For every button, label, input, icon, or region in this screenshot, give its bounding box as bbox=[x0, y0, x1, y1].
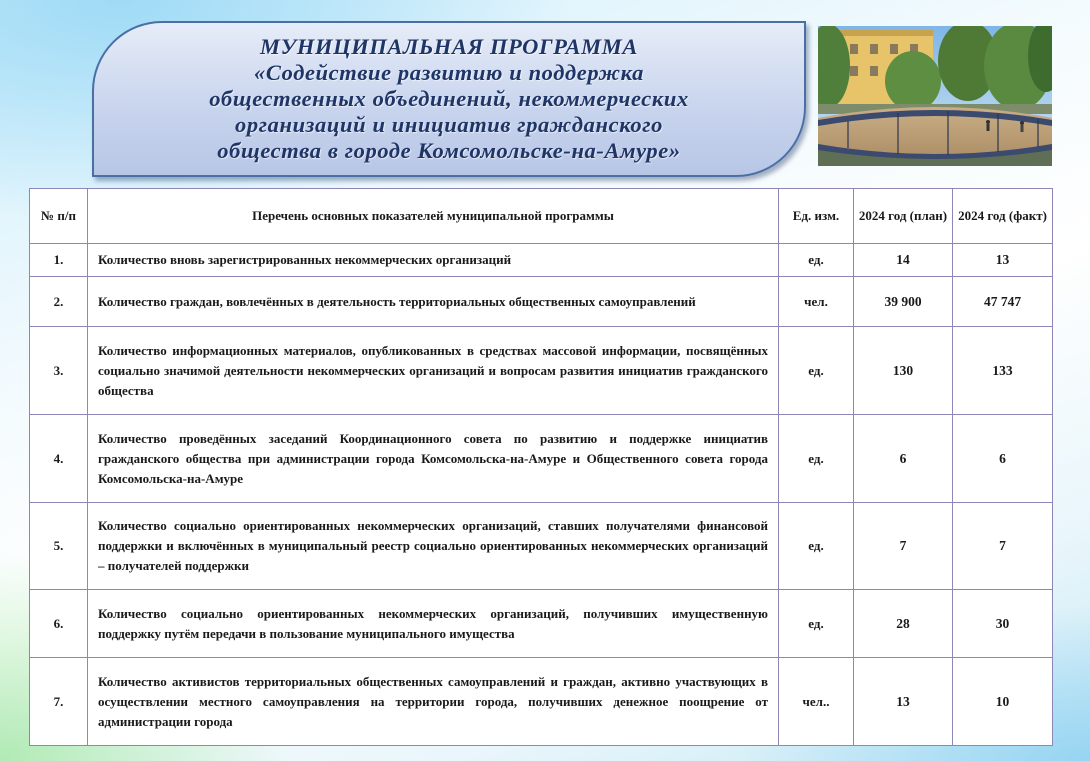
row-unit: ед. bbox=[779, 327, 854, 415]
table-header-row bbox=[30, 189, 1053, 244]
row-fact: 10 bbox=[953, 658, 1053, 746]
header-unit: Ед. изм. bbox=[779, 189, 854, 244]
header-plan: 2024 год (план) bbox=[854, 189, 953, 244]
header-num: № п/п bbox=[30, 189, 88, 244]
title-line: МУНИЦИПАЛЬНАЯ ПРОГРАММА bbox=[260, 34, 638, 59]
row-plan: 6 bbox=[854, 415, 953, 503]
row-number: 4. bbox=[30, 415, 88, 503]
title-line: общественных объединений, некоммерческих bbox=[209, 86, 689, 111]
row-plan: 28 bbox=[854, 590, 953, 658]
header-indicator: Перечень основных показателей муниципальной программы bbox=[88, 189, 779, 244]
table-row bbox=[30, 590, 1053, 658]
indicators-table bbox=[29, 188, 1053, 746]
program-title-banner bbox=[92, 21, 806, 177]
row-indicator: Количество социально ориентированных некоммерческих организаций, получивших имущественную поддержку путём передачи в пользование муниципального имущества bbox=[88, 590, 779, 658]
row-unit: ед. bbox=[779, 590, 854, 658]
row-indicator: Количество социально ориентированных некоммерческих организаций, ставших получателями финансовой поддержки и включённых в муниципальный реестр социально ориентированных некоммерческих организаций – получателей поддержки bbox=[88, 503, 779, 590]
row-plan: 130 bbox=[854, 327, 953, 415]
row-number: 7. bbox=[30, 658, 88, 746]
sports-ground-photo bbox=[818, 26, 1052, 166]
table-row bbox=[30, 277, 1053, 327]
row-plan: 39 900 bbox=[854, 277, 953, 327]
row-fact: 6 bbox=[953, 415, 1053, 503]
title-line: организаций и инициатив гражданского bbox=[235, 112, 663, 137]
table-row bbox=[30, 415, 1053, 503]
row-fact: 30 bbox=[953, 590, 1053, 658]
row-plan: 13 bbox=[854, 658, 953, 746]
row-number: 3. bbox=[30, 327, 88, 415]
photo-illustration bbox=[818, 26, 1052, 166]
row-number: 5. bbox=[30, 503, 88, 590]
row-fact: 7 bbox=[953, 503, 1053, 590]
row-indicator: Количество граждан, вовлечённых в деятельность территориальных общественных самоуправлений bbox=[88, 277, 779, 327]
table-row bbox=[30, 503, 1053, 590]
row-number: 2. bbox=[30, 277, 88, 327]
row-fact: 13 bbox=[953, 244, 1053, 277]
row-indicator: Количество информационных материалов, опубликованных в средствах массовой информации, посвящённых социально значимой деятельности некоммерческих организаций и вопросам развития инициатив гражданского общества bbox=[88, 327, 779, 415]
title-line: общества в городе Комсомольске-на-Амуре» bbox=[217, 138, 681, 163]
row-number: 6. bbox=[30, 590, 88, 658]
row-fact: 47 747 bbox=[953, 277, 1053, 327]
row-plan: 14 bbox=[854, 244, 953, 277]
table-row bbox=[30, 327, 1053, 415]
row-indicator: Количество проведённых заседаний Координационного совета по развитию и поддержке инициатив гражданского общества при администрации города Комсомольска-на-Амуре и Общественного совета города Комсомольска-на-Амуре bbox=[88, 415, 779, 503]
row-unit: ед. bbox=[779, 415, 854, 503]
row-plan: 7 bbox=[854, 503, 953, 590]
row-unit: чел.. bbox=[779, 658, 854, 746]
table-row bbox=[30, 244, 1053, 277]
title-line: «Содействие развитию и поддержка bbox=[254, 60, 644, 85]
header-fact: 2024 год (факт) bbox=[953, 189, 1053, 244]
indicators-table-container bbox=[29, 188, 1052, 745]
table-row bbox=[30, 658, 1053, 746]
row-number: 1. bbox=[30, 244, 88, 277]
row-unit: ед. bbox=[779, 244, 854, 277]
row-indicator: Количество вновь зарегистрированных некоммерческих организаций bbox=[88, 244, 779, 277]
row-fact: 133 bbox=[953, 327, 1053, 415]
row-indicator: Количество активистов территориальных общественных самоуправлений и граждан, активно участвующих в осуществлении местного самоуправления на территории города, получивших денежное поощрение от администрации города bbox=[88, 658, 779, 746]
row-unit: ед. bbox=[779, 503, 854, 590]
row-unit: чел. bbox=[779, 277, 854, 327]
